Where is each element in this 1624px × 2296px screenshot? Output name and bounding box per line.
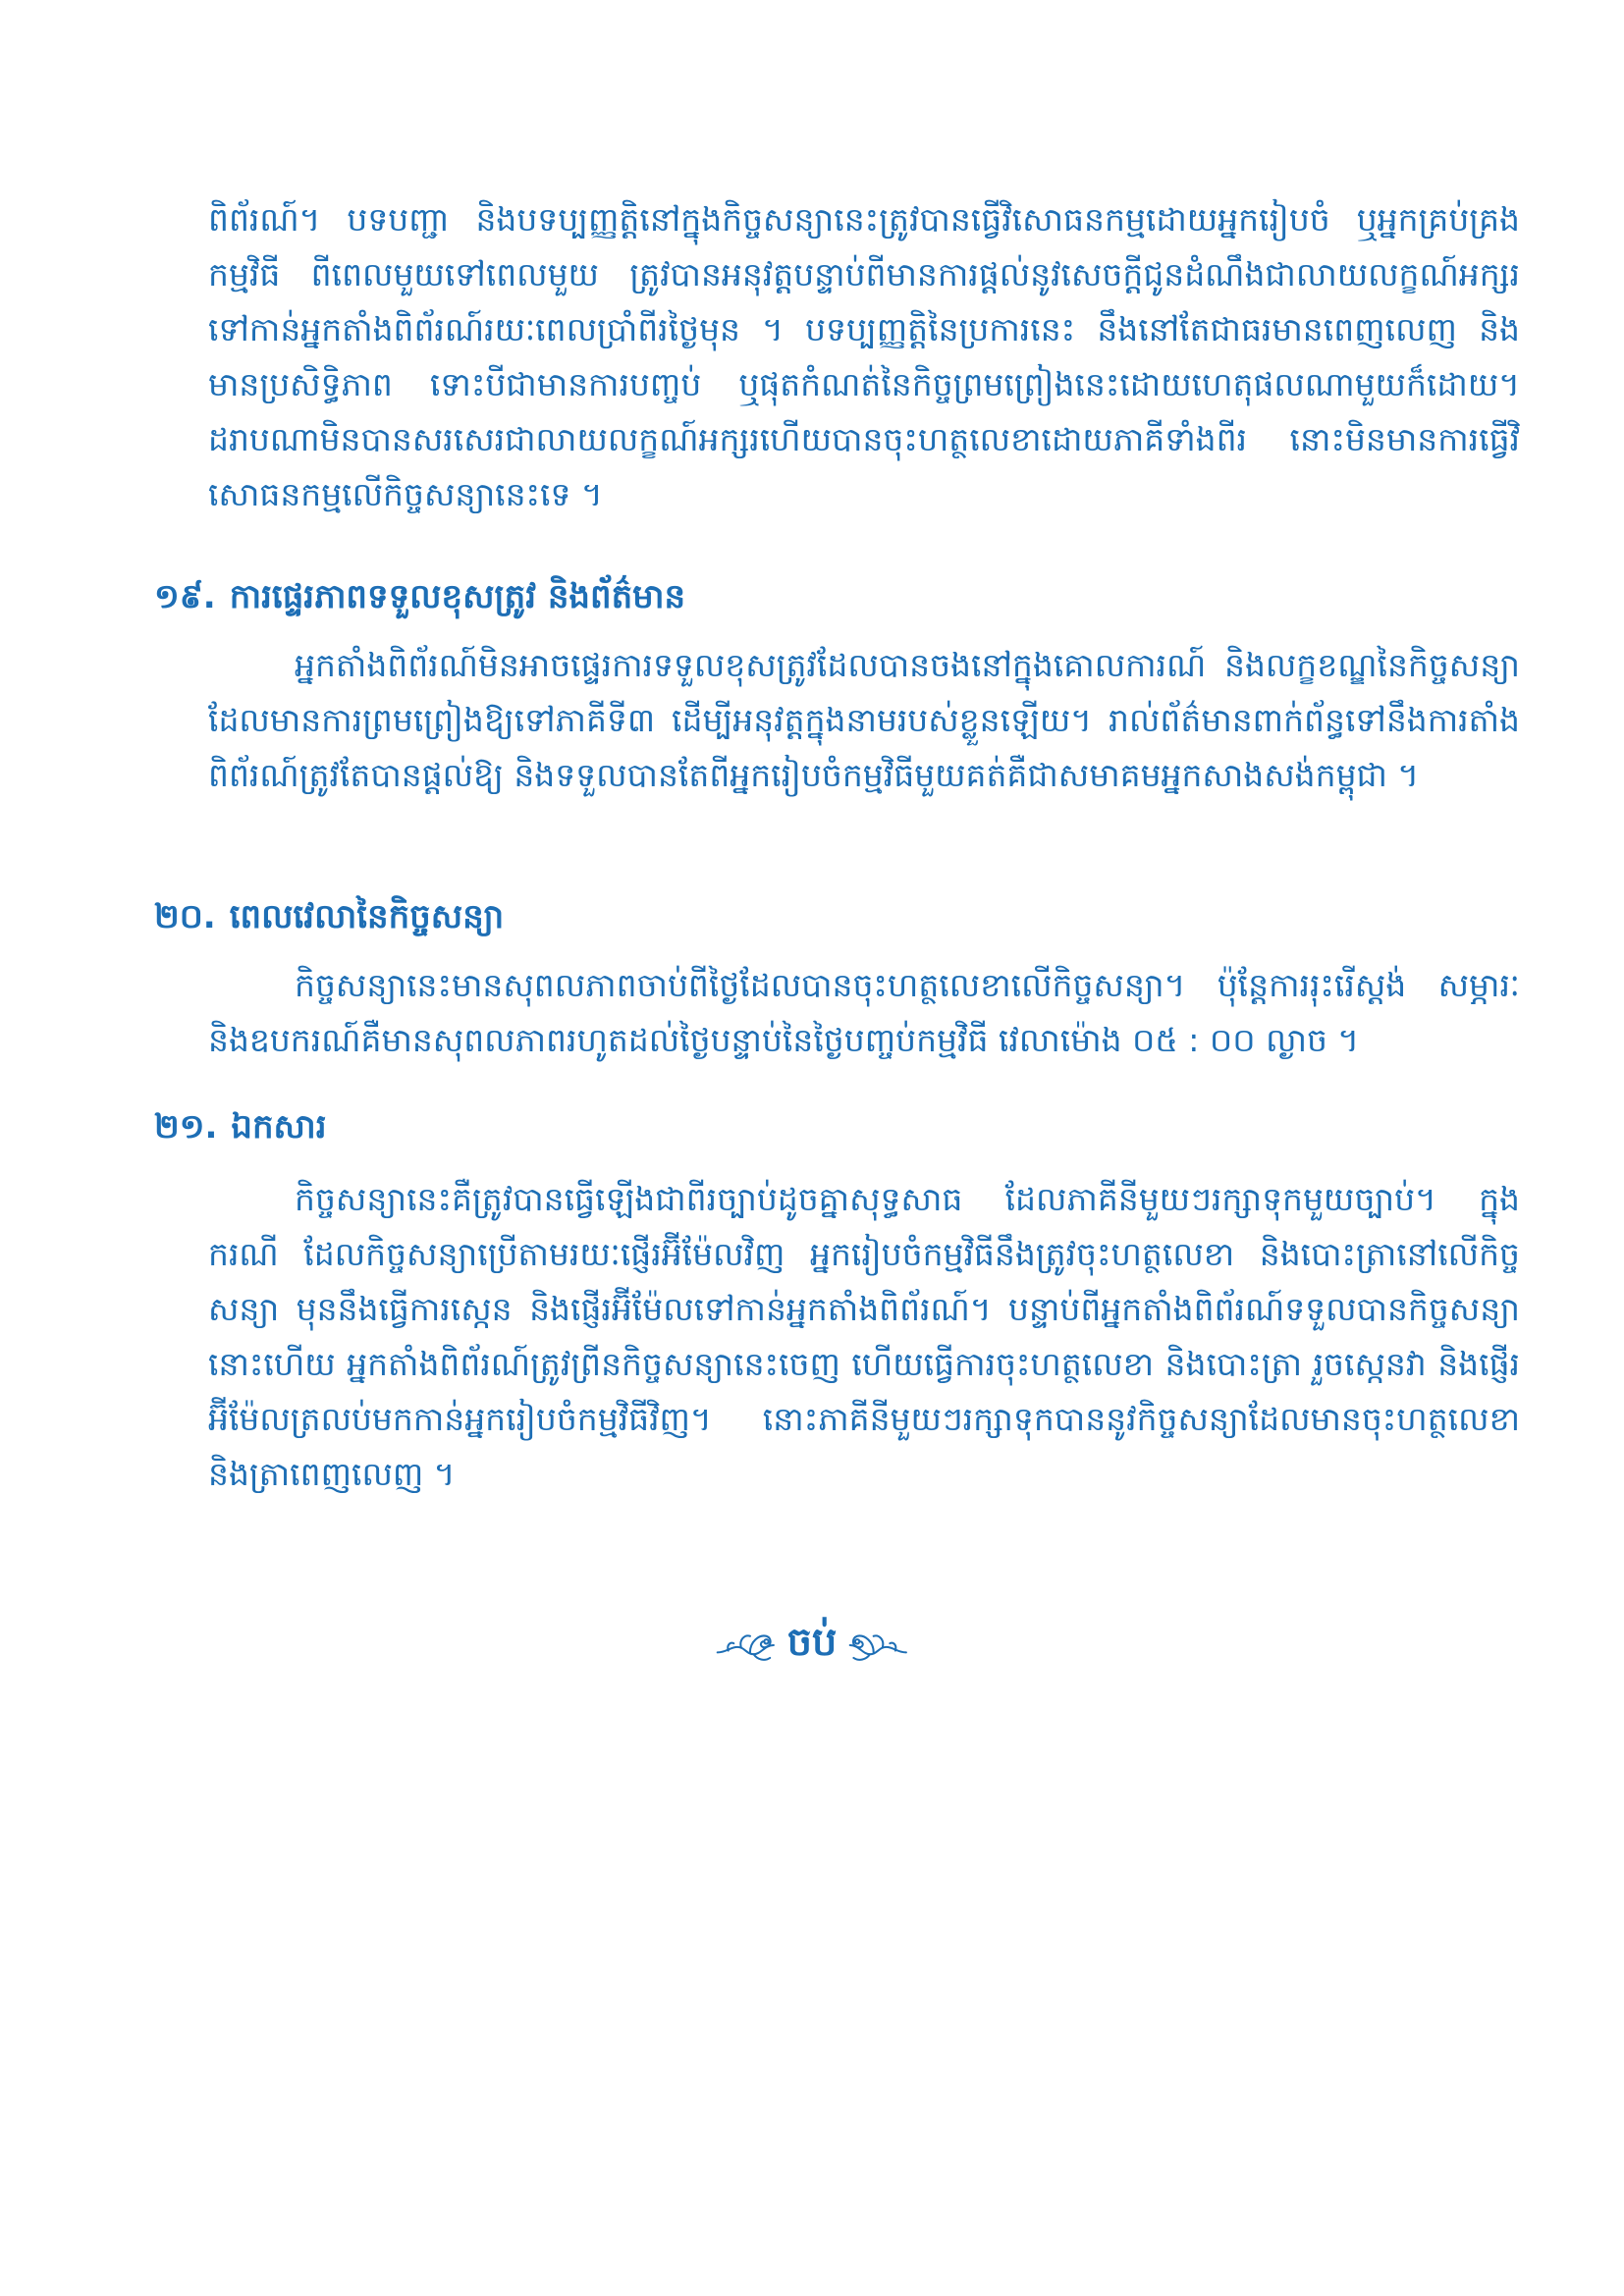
section-number: ២០. (154, 897, 216, 936)
section-title: ការផ្ទេរភាពទទួលខុសត្រូវ និងព័ត៌មាន (229, 577, 686, 616)
paragraph-intro: ពិព័រណ៍។ បទបញ្ជា និងបទប្បញ្ញត្តិនៅក្នុងកិច្ចសន្យានេះត្រូវបានធ្វើវិសោធនកម្មដោយអ្នករៀបចំ ឬអ្នកគ្រប់គ្រងកម្មវិធី ពីពេលមួយទៅពេលមួយ ត្រូវបានអនុវត្តបន្ទាប់ពីមានការផ្តល់នូវសេចក្តីជូនដំណឹងជាលាយលក្ខណ៍អក្សរទៅកាន់អ្នកតាំងពិព័រណ៍រយៈពេលប្រាំពីរថ្ងៃមុន ។ បទប្បញ្ញត្តិនៃប្រការនេះ នឹងនៅតែជាធរមានពេញលេញ និងមានប្រសិទ្ធិភាព ទោះបីជាមានការបញ្ចប់ ឬផុតកំណត់នៃកិច្ចព្រមព្រៀងនេះដោយហេតុផលណាមួយក៏ដោយ។ដរាបណាមិនបានសរសេរជាលាយលក្ខណ៍អក្សរហើយបានចុះហត្ថលេខាដោយភាគីទាំងពីរ នោះមិនមានការធ្វើវិសោធនកម្មលើកិច្ចសន្យានេះទេ ។ (208, 200, 1520, 513)
section-heading-19 (154, 573, 685, 620)
section-heading-20 (154, 893, 504, 940)
section-heading-21 (154, 1103, 327, 1150)
floral-ornament-icon (714, 1624, 778, 1667)
section-title: ពេលវេលានៃកិច្ចសន្យា (229, 897, 505, 936)
section-title: ឯកសារ (231, 1107, 327, 1147)
end-mark (714, 1618, 910, 1673)
paragraph-section-20: កិច្ចសន្យានេះមានសុពលភាពចាប់ពីថ្ងៃដែលបានចុះហត្ថលេខាលើកិច្ចសន្យា។ ប៉ុន្តែការរុះរើស្តង់ សម្ភារៈ និងឧបករណ៍គឺមានសុពលភាពរហូតដល់ថ្ងៃបន្ទាប់នៃថ្ងៃបញ្ចប់កម្មវិធី វេលាម៉ោង ០៥ : ០០ ល្ងាច ។ (208, 966, 1520, 1059)
section-number: ២១. (154, 1107, 218, 1147)
section-number: ១៩. (154, 577, 216, 616)
paragraph-section-19: អ្នកតាំងពិព័រណ៍មិនអាចផ្ទេរការទទួលខុសត្រូវដែលបានចងនៅក្នុងគោលការណ៍ និងលក្ខខណ្ឌនៃកិច្ចសន្យាដែលមានការព្រមព្រៀងឱ្យទៅភាគីទី៣ ដើម្បីអនុវត្តក្នុងនាមរបស់ខ្លួនឡើយ។ រាល់ព័ត៌មានពាក់ព័ន្ធទៅនឹងការតាំងពិព័រណ៍ត្រូវតែបានផ្តល់ឱ្យ និងទទួលបានតែពីអ្នករៀបចំកម្មវិធីមួយគត់គឺជាសមាគមអ្នកសាងសង់កម្ពុជា ។ (208, 646, 1520, 794)
end-word: ចប់ (786, 1619, 838, 1665)
floral-ornament-icon (846, 1624, 910, 1667)
paragraph-section-21: កិច្ចសន្យានេះគឺត្រូវបានធ្វើឡើងជាពីរច្បាប់ដូចគ្នាសុទ្ធសាធ ដែលភាគីនីមួយៗរក្សាទុកមួយច្បាប់។ ក្នុងករណី ដែលកិច្ចសន្យាប្រើតាមរយៈផ្ញើរអ៊ីម៉ែលវិញ អ្នករៀបចំកម្មវិធីនឹងត្រូវចុះហត្ថលេខា និងបោះត្រានៅលើកិច្ចសន្យា មុននឹងធ្វើការស្កេន និងផ្ញើរអ៊ីម៉ែលទៅកាន់អ្នកតាំងពិព័រណ៍។ បន្ទាប់ពីអ្នកតាំងពិព័រណ៍ទទួលបានកិច្ចសន្យានោះហើយ អ្នកតាំងពិព័រណ៍ត្រូវព្រីនកិច្ចសន្យានេះចេញ ហើយធ្វើការចុះហត្ថលេខា និងបោះត្រា រួចស្កេនវា និងផ្ញើរអ៊ីម៉ែលត្រលប់មកកាន់អ្នករៀបចំកម្មវិធីវិញ។ នោះភាគីនីមួយៗរក្សាទុកបាននូវកិច្ចសន្យាដែលមានចុះហត្ថលេខា និងត្រាពេញលេញ ។ (208, 1180, 1520, 1493)
